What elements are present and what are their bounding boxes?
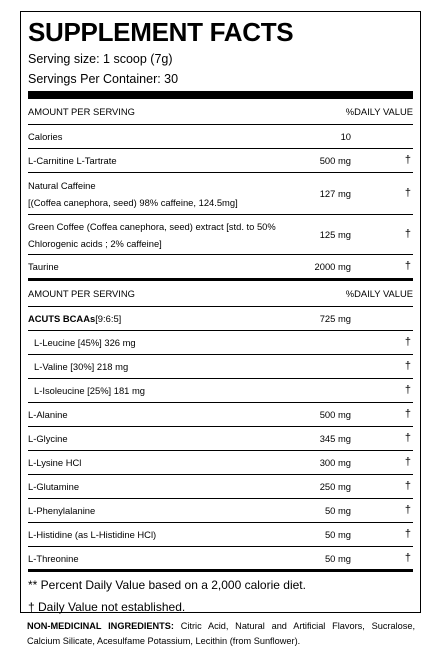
- nutrient-name: L-Leucine [45%] 326 mg: [34, 337, 136, 348]
- serving-size: Serving size: 1 scoop (7g): [28, 52, 173, 66]
- nutrient-amount: 250 mg: [319, 481, 351, 492]
- nutrient-row-calories: [28, 125, 413, 149]
- nutrient-dv: †: [404, 432, 411, 444]
- supplement-facts-panel: [20, 11, 421, 613]
- nutrient-row-leucine: [28, 331, 413, 355]
- nutrient-name: L-Isoleucine [25%] 181 mg: [34, 385, 146, 396]
- nutrient-row-valine: [28, 355, 413, 379]
- nutrient-amount: 10: [340, 131, 351, 142]
- nutrient-name: L-Lysine HCl: [28, 457, 82, 468]
- nutrient-amount: 50 mg: [324, 529, 351, 540]
- nutrient-row-carnitine: [28, 149, 413, 173]
- nutrient-dv: †: [404, 551, 411, 564]
- nutrient-amount: 125 mg: [319, 229, 351, 240]
- thick-divider: [28, 91, 413, 99]
- nutrient-name: Taurine: [28, 261, 59, 272]
- header-amount-label: AMOUNT PER SERVING: [28, 106, 135, 117]
- section-divider: [28, 569, 413, 572]
- section-header-2: [28, 281, 413, 307]
- non-medicinal-ingredients: [27, 619, 415, 649]
- header-dv-label: %DAILY VALUE: [345, 288, 413, 299]
- nutrient-row-isoleucine: [28, 379, 413, 403]
- ingredients-text: Citric Acid, Natural and Artificial Flavors, Sucralose, Calcium Silicate, Acesulfame Potassium, Lecithin (from Sunflower).: [27, 621, 415, 646]
- nutrient-amount: 345 mg: [319, 433, 351, 444]
- nutrient-dv: †: [404, 384, 411, 396]
- nutrient-amount: 127 mg: [319, 188, 351, 199]
- nutrient-name: L-Histidine (as L-Histidine HCl): [28, 529, 157, 540]
- nutrient-name: L-Valine [30%] 218 mg: [34, 361, 129, 372]
- nutrient-name: L-Threonine: [28, 552, 79, 564]
- nutrient-row-taurine: [28, 255, 413, 278]
- footnote-not-established: † Daily Value not established.: [28, 600, 186, 614]
- nutrient-amount: 725 mg: [319, 313, 351, 324]
- nutrient-dv: †: [404, 336, 411, 348]
- nutrient-dv: †: [404, 528, 411, 540]
- header-dv-label: %DAILY VALUE: [345, 106, 413, 117]
- nutrient-name: L-Alanine: [28, 409, 68, 420]
- nutrient-row-glutamine: [28, 475, 413, 499]
- nutrient-dv: †: [404, 260, 411, 272]
- nutrient-dv: †: [404, 408, 411, 420]
- nutrient-name: L-Glutamine: [28, 481, 80, 492]
- section-header-1: [28, 99, 413, 125]
- nutrient-name: L-Carnitine L-Tartrate: [28, 155, 117, 166]
- nutrient-row-threonine: [28, 547, 413, 569]
- header-amount-label: AMOUNT PER SERVING: [28, 288, 135, 299]
- nutrient-row-histidine: [28, 523, 413, 547]
- nutrient-dv: †: [404, 480, 411, 492]
- nutrient-amount: 300 mg: [319, 457, 351, 468]
- nutrient-dv: †: [404, 187, 411, 199]
- nutrient-row-phenylalanine: [28, 499, 413, 523]
- nutrient-amount: 2000 mg: [314, 261, 351, 272]
- nutrient-row-green-coffee: [28, 215, 413, 255]
- nutrient-name: ACUTS BCAAs[9:6:5]: [28, 313, 122, 324]
- nutrient-amount: 50 mg: [324, 505, 351, 516]
- nutrient-row-caffeine: [28, 173, 413, 215]
- nutrient-dv: †: [404, 154, 411, 166]
- nutrient-name: Calories: [28, 131, 63, 142]
- footnote-daily-value: ** Percent Daily Value based on a 2,000 calorie diet.: [28, 578, 306, 592]
- nutrient-dv: †: [404, 456, 411, 468]
- nutrient-row-alanine: [28, 403, 413, 427]
- nutrient-dv: †: [404, 228, 411, 240]
- nutrient-row-glycine: [28, 427, 413, 451]
- nutrient-row-bcaa: [28, 307, 413, 331]
- panel-title: SUPPLEMENT FACTS: [28, 17, 294, 47]
- servings-per-container: Servings Per Container: 30: [28, 72, 179, 86]
- nutrient-amount: 500 mg: [319, 155, 351, 166]
- nutrient-amount: 500 mg: [319, 409, 351, 420]
- nutrient-row-lysine: [28, 451, 413, 475]
- nutrient-amount: 50 mg: [324, 552, 351, 564]
- nutrient-name: Green Coffee (Coffea canephora, seed) extract [std. to 50% Chlorogenic acids ; 2% caffeine]: [28, 220, 276, 249]
- nutrient-name: Natural Caffeine [(Coffea canephora, seed) 98% caffeine, 124.5mg]: [28, 179, 238, 208]
- nutrient-dv: †: [404, 360, 411, 372]
- nutrient-name: L-Phenylalanine: [28, 505, 96, 516]
- nutrient-dv: †: [404, 504, 411, 516]
- nutrient-name: L-Glycine: [28, 433, 68, 444]
- ingredients-label: NON-MEDICINAL INGREDIENTS:: [27, 621, 174, 631]
